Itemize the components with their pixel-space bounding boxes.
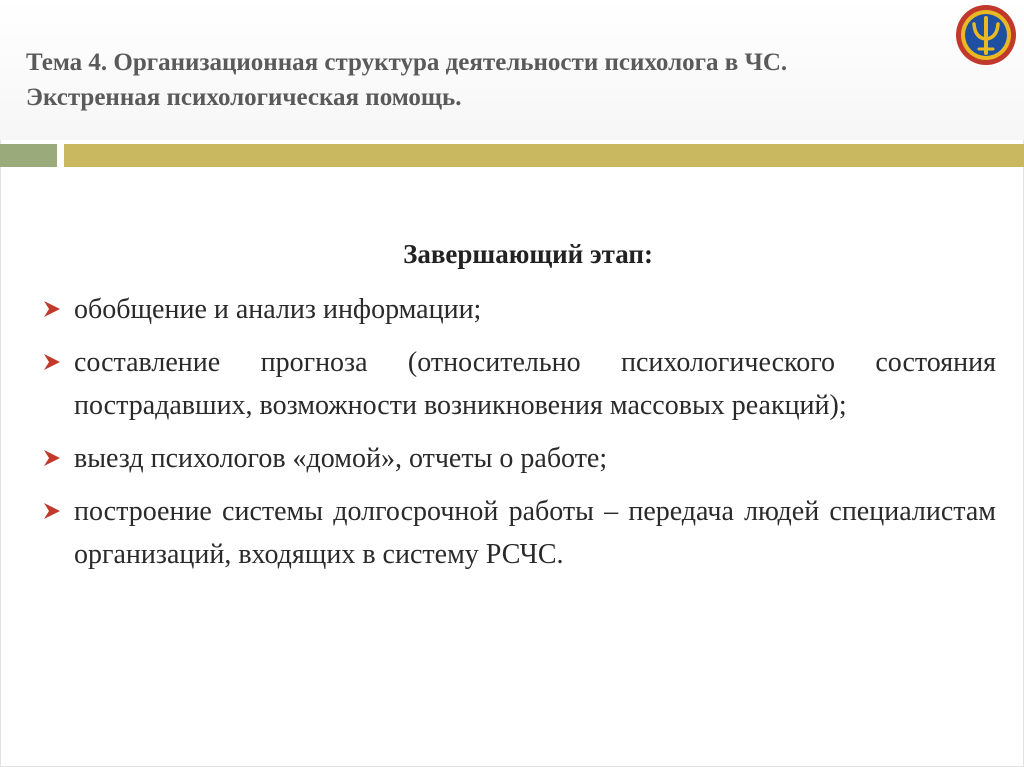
- slide-title-line-2: Экстренная психологическая помощь.: [26, 84, 462, 111]
- bullet-list: [40, 288, 996, 576]
- arrow-bullet-icon: [40, 297, 64, 321]
- psi-emblem-icon: [955, 4, 1017, 66]
- header-accent-bar-right: [64, 144, 1024, 167]
- list-item: [40, 490, 996, 576]
- stage-heading: Завершающий этап:: [403, 239, 653, 269]
- list-item-text: выезд психологов «домой», отчеты о работе;: [74, 443, 608, 474]
- header-accent-bar-left: [0, 144, 57, 167]
- list-item: [40, 341, 996, 427]
- list-item-text: построение системы долгосрочной работы – передача людей специалистам организаций, входящих в систему РСЧС.: [74, 496, 996, 570]
- arrow-bullet-icon: [40, 446, 64, 470]
- slide-title: [26, 45, 966, 115]
- list-item: [40, 437, 996, 480]
- list-item-text: составление прогноза (относительно психологического состояния пострадавших, возможности возникновения массовых реакций);: [74, 347, 996, 421]
- arrow-bullet-icon: [40, 350, 64, 374]
- slide-content: [40, 236, 996, 586]
- arrow-bullet-icon: [40, 499, 64, 523]
- slide-title-line-1: Тема 4. Организационная структура деятельности психолога в ЧС.: [26, 49, 788, 76]
- slide-header: [0, 0, 1024, 140]
- list-item-text: обобщение и анализ информации;: [74, 294, 482, 325]
- list-item: [40, 288, 996, 331]
